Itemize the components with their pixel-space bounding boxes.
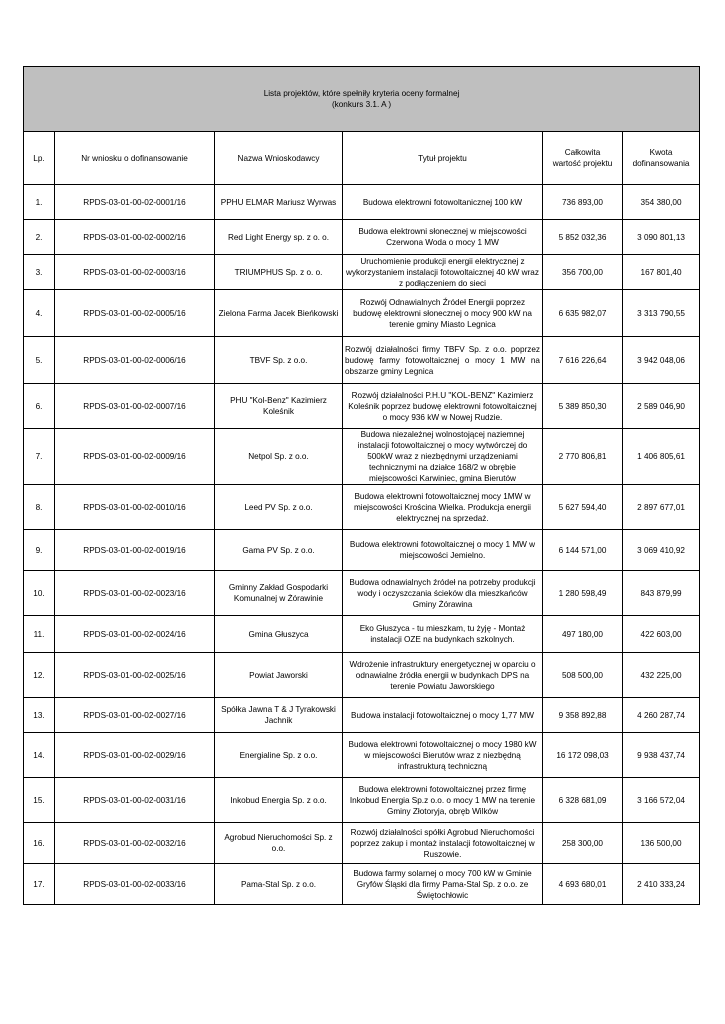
row-project-title: Rozwój działalności P.H.U "KOL-BENZ" Kazimierz Koleśnik poprzez budowę elektrowni fotowoltaicznej o mocy 936 kW w Nowej Rudzie.: [343, 384, 543, 429]
row-applicant-name: Energialine Sp. z o.o.: [215, 733, 343, 778]
header-wartosc-line-2: wartość projektu: [552, 159, 613, 168]
row-total-value: 1 280 598,49: [543, 571, 623, 616]
row-funding-amount: 2 410 333,24: [623, 864, 700, 905]
header-kwota-line-2: dofinansowania: [632, 159, 690, 168]
row-total-value: 5 627 594,40: [543, 485, 623, 530]
row-project-title: Rozwój działalności firmy TBFV Sp. z o.o. poprzez budowę farmy fotowoltaicznej o mocy 1 MW na obszarze gminy Legnica: [343, 337, 543, 384]
row-funding-amount: 136 500,00: [623, 823, 700, 864]
table-row: [24, 384, 700, 429]
row-project-title: Wdrożenie infrastruktury energetycznej w oparciu o odnawialne źródła energii w budynkach DPS na terenie Powiatu Jaworskiego: [343, 653, 543, 698]
header-row: [24, 132, 700, 185]
row-application-number: RPDS-03-01-00-02-0003/16: [55, 255, 215, 290]
table-row: [24, 571, 700, 616]
row-application-number: RPDS-03-01-00-02-0027/16: [55, 698, 215, 733]
row-funding-amount: 422 603,00: [623, 616, 700, 653]
row-project-title: Budowa elektrowni słonecznej w miejscowości Czerwona Woda o mocy 1 MW: [343, 220, 543, 255]
row-project-title: Budowa elektrowni fotowoltaicznej o mocy 1980 kW w miejscowości Bierutów wraz z niezbędną infrastrukturą techniczną: [343, 733, 543, 778]
header-wartosc-line-1: Całkowita: [564, 148, 601, 157]
row-lp: 14.: [24, 733, 55, 778]
header-kwota-line-1: Kwota: [649, 148, 673, 157]
row-total-value: 356 700,00: [543, 255, 623, 290]
row-funding-amount: 9 938 437,74: [623, 733, 700, 778]
row-project-title: Rozwój Odnawialnych Źródeł Energii poprzez budowę elektrowni słonecznej o mocy 900 kW na terenie gminy Miasto Legnica: [343, 290, 543, 337]
projects-table: [23, 66, 700, 905]
row-applicant-name: Inkobud Energia Sp. z o.o.: [215, 778, 343, 823]
table-row: [24, 823, 700, 864]
row-total-value: 4 693 680,01: [543, 864, 623, 905]
table-title-row: [24, 67, 700, 132]
row-project-title: Budowa niezależnej wolnostojącej naziemnej instalacji fotowoltaicznej o mocy wytwórczej do 500kW wraz z niezbędnymi urządzeniami technicznymi na działce 168/2 w obrębie miejscowości Karwiniec, gmina Bierutów: [343, 429, 543, 485]
row-application-number: RPDS-03-01-00-02-0031/16: [55, 778, 215, 823]
row-total-value: 736 893,00: [543, 185, 623, 220]
row-funding-amount: 167 801,40: [623, 255, 700, 290]
row-project-title: Budowa elektrowni fotowoltanicznej 100 kW: [343, 185, 543, 220]
row-lp: 16.: [24, 823, 55, 864]
row-total-value: 6 328 681,09: [543, 778, 623, 823]
row-total-value: 2 770 806,81: [543, 429, 623, 485]
row-total-value: 7 616 226,64: [543, 337, 623, 384]
row-application-number: RPDS-03-01-00-02-0019/16: [55, 530, 215, 571]
row-application-number: RPDS-03-01-00-02-0009/16: [55, 429, 215, 485]
row-total-value: 6 635 982,07: [543, 290, 623, 337]
row-applicant-name: Netpol Sp. z o.o.: [215, 429, 343, 485]
row-application-number: RPDS-03-01-00-02-0001/16: [55, 185, 215, 220]
row-total-value: 258 300,00: [543, 823, 623, 864]
table-row: [24, 616, 700, 653]
table-row: [24, 653, 700, 698]
row-funding-amount: 3 166 572,04: [623, 778, 700, 823]
row-funding-amount: 3 942 048,06: [623, 337, 700, 384]
row-total-value: 6 144 571,00: [543, 530, 623, 571]
header-kwota: [623, 132, 700, 185]
header-nazwa: Nazwa Wnioskodawcy: [215, 132, 343, 185]
table-row: [24, 255, 700, 290]
row-project-title: Budowa elektrowni fotowoltaicznej przez firmę Inkobud Energia Sp.z o.o. o mocy 1 MW na terenie Gminy Złotoryja, obręb Wilków: [343, 778, 543, 823]
row-lp: 17.: [24, 864, 55, 905]
row-lp: 8.: [24, 485, 55, 530]
row-lp: 13.: [24, 698, 55, 733]
row-project-title: Budowa elektrowni fotowoltaicznej mocy 1MW w miejscowości Krościna Wielka. Produkcja energii elektrycznej na sprzedaż.: [343, 485, 543, 530]
row-project-title: Budowa odnawialnych źródeł na potrzeby produkcji wody i oczyszczania ścieków dla mieszkańców Gminy Żórawina: [343, 571, 543, 616]
row-lp: 10.: [24, 571, 55, 616]
row-lp: 9.: [24, 530, 55, 571]
row-total-value: 497 180,00: [543, 616, 623, 653]
row-applicant-name: Gmina Głuszyca: [215, 616, 343, 653]
row-application-number: RPDS-03-01-00-02-0010/16: [55, 485, 215, 530]
row-applicant-name: PHU "Kol-Benz" Kazimierz Koleśnik: [215, 384, 343, 429]
table-row: [24, 530, 700, 571]
row-funding-amount: 2 897 677,01: [623, 485, 700, 530]
row-application-number: RPDS-03-01-00-02-0025/16: [55, 653, 215, 698]
table-body: [24, 185, 700, 905]
row-application-number: RPDS-03-01-00-02-0029/16: [55, 733, 215, 778]
row-lp: 4.: [24, 290, 55, 337]
row-applicant-name: PPHU ELMAR Mariusz Wyrwas: [215, 185, 343, 220]
row-funding-amount: 432 225,00: [623, 653, 700, 698]
row-lp: 7.: [24, 429, 55, 485]
row-project-title: Budowa farmy solarnej o mocy 700 kW w Gminie Gryfów Śląski dla firmy Pama-Stal Sp. z o.o. ze Świętochłowic: [343, 864, 543, 905]
row-lp: 12.: [24, 653, 55, 698]
row-total-value: 16 172 098,03: [543, 733, 623, 778]
header-lp: Lp.: [24, 132, 55, 185]
row-funding-amount: 3 090 801,13: [623, 220, 700, 255]
row-lp: 2.: [24, 220, 55, 255]
table-row: [24, 220, 700, 255]
row-lp: 11.: [24, 616, 55, 653]
row-application-number: RPDS-03-01-00-02-0033/16: [55, 864, 215, 905]
row-funding-amount: 354 380,00: [623, 185, 700, 220]
row-lp: 5.: [24, 337, 55, 384]
row-application-number: RPDS-03-01-00-02-0005/16: [55, 290, 215, 337]
row-funding-amount: 1 406 805,61: [623, 429, 700, 485]
row-lp: 15.: [24, 778, 55, 823]
row-project-title: Budowa instalacji fotowoltaicznej o mocy 1,77 MW: [343, 698, 543, 733]
row-application-number: RPDS-03-01-00-02-0007/16: [55, 384, 215, 429]
header-tytul: Tytuł projektu: [343, 132, 543, 185]
row-applicant-name: Spółka Jawna T & J Tyrakowski Jachnik: [215, 698, 343, 733]
row-applicant-name: Pama-Stal Sp. z o.o.: [215, 864, 343, 905]
row-project-title: Uruchomienie produkcji energii elektrycznej z wykorzystaniem instalacji fotowoltaicznej 40 kW wraz z podłączeniem do sieci: [343, 255, 543, 290]
table-title: [24, 67, 700, 132]
row-total-value: 9 358 892,88: [543, 698, 623, 733]
row-applicant-name: TBVF Sp. z o.o.: [215, 337, 343, 384]
row-applicant-name: Gminny Zakład Gospodarki Komunalnej w Żórawinie: [215, 571, 343, 616]
row-lp: 6.: [24, 384, 55, 429]
table-row: [24, 337, 700, 384]
row-total-value: 5 389 850,30: [543, 384, 623, 429]
table-row: [24, 698, 700, 733]
header-nr: Nr wniosku o dofinansowanie: [55, 132, 215, 185]
row-applicant-name: Zielona Farma Jacek Bieńkowski: [215, 290, 343, 337]
row-application-number: RPDS-03-01-00-02-0002/16: [55, 220, 215, 255]
row-project-title: Rozwój działalności spółki Agrobud Nieruchomości poprzez zakup i montaż instalacji fotowoltaicznej w Ruszowie.: [343, 823, 543, 864]
row-application-number: RPDS-03-01-00-02-0006/16: [55, 337, 215, 384]
row-funding-amount: 3 313 790,55: [623, 290, 700, 337]
row-project-title: Eko Głuszyca - tu mieszkam, tu żyję - Montaż instalacji OZE na budynkach szkolnych.: [343, 616, 543, 653]
row-funding-amount: 843 879,99: [623, 571, 700, 616]
row-total-value: 5 852 032,36: [543, 220, 623, 255]
header-wartosc: [543, 132, 623, 185]
row-applicant-name: Gama PV Sp. z o.o.: [215, 530, 343, 571]
row-applicant-name: Red Light Energy sp. z o. o.: [215, 220, 343, 255]
row-funding-amount: 4 260 287,74: [623, 698, 700, 733]
row-lp: 3.: [24, 255, 55, 290]
table-row: [24, 429, 700, 485]
title-line-1: Lista projektów, które spełniły kryteria oceny formalnej: [263, 89, 460, 98]
table-row: [24, 290, 700, 337]
row-application-number: RPDS-03-01-00-02-0024/16: [55, 616, 215, 653]
row-application-number: RPDS-03-01-00-02-0032/16: [55, 823, 215, 864]
row-application-number: RPDS-03-01-00-02-0023/16: [55, 571, 215, 616]
row-applicant-name: Leed PV Sp. z o.o.: [215, 485, 343, 530]
row-project-title: Budowa elektrowni fotowoltaicznej o mocy 1 MW w miejscowości Jemielno.: [343, 530, 543, 571]
row-applicant-name: Powiat Jaworski: [215, 653, 343, 698]
table-row: [24, 778, 700, 823]
table-row: [24, 864, 700, 905]
title-line-2: (konkurs 3.1. A ): [331, 100, 392, 109]
row-total-value: 508 500,00: [543, 653, 623, 698]
row-lp: 1.: [24, 185, 55, 220]
table-row: [24, 733, 700, 778]
row-funding-amount: 3 069 410,92: [623, 530, 700, 571]
table-row: [24, 485, 700, 530]
row-applicant-name: Agrobud Nieruchomości Sp. z o.o.: [215, 823, 343, 864]
row-funding-amount: 2 589 046,90: [623, 384, 700, 429]
table-row: [24, 185, 700, 220]
row-applicant-name: TRIUMPHUS Sp. z o. o.: [215, 255, 343, 290]
